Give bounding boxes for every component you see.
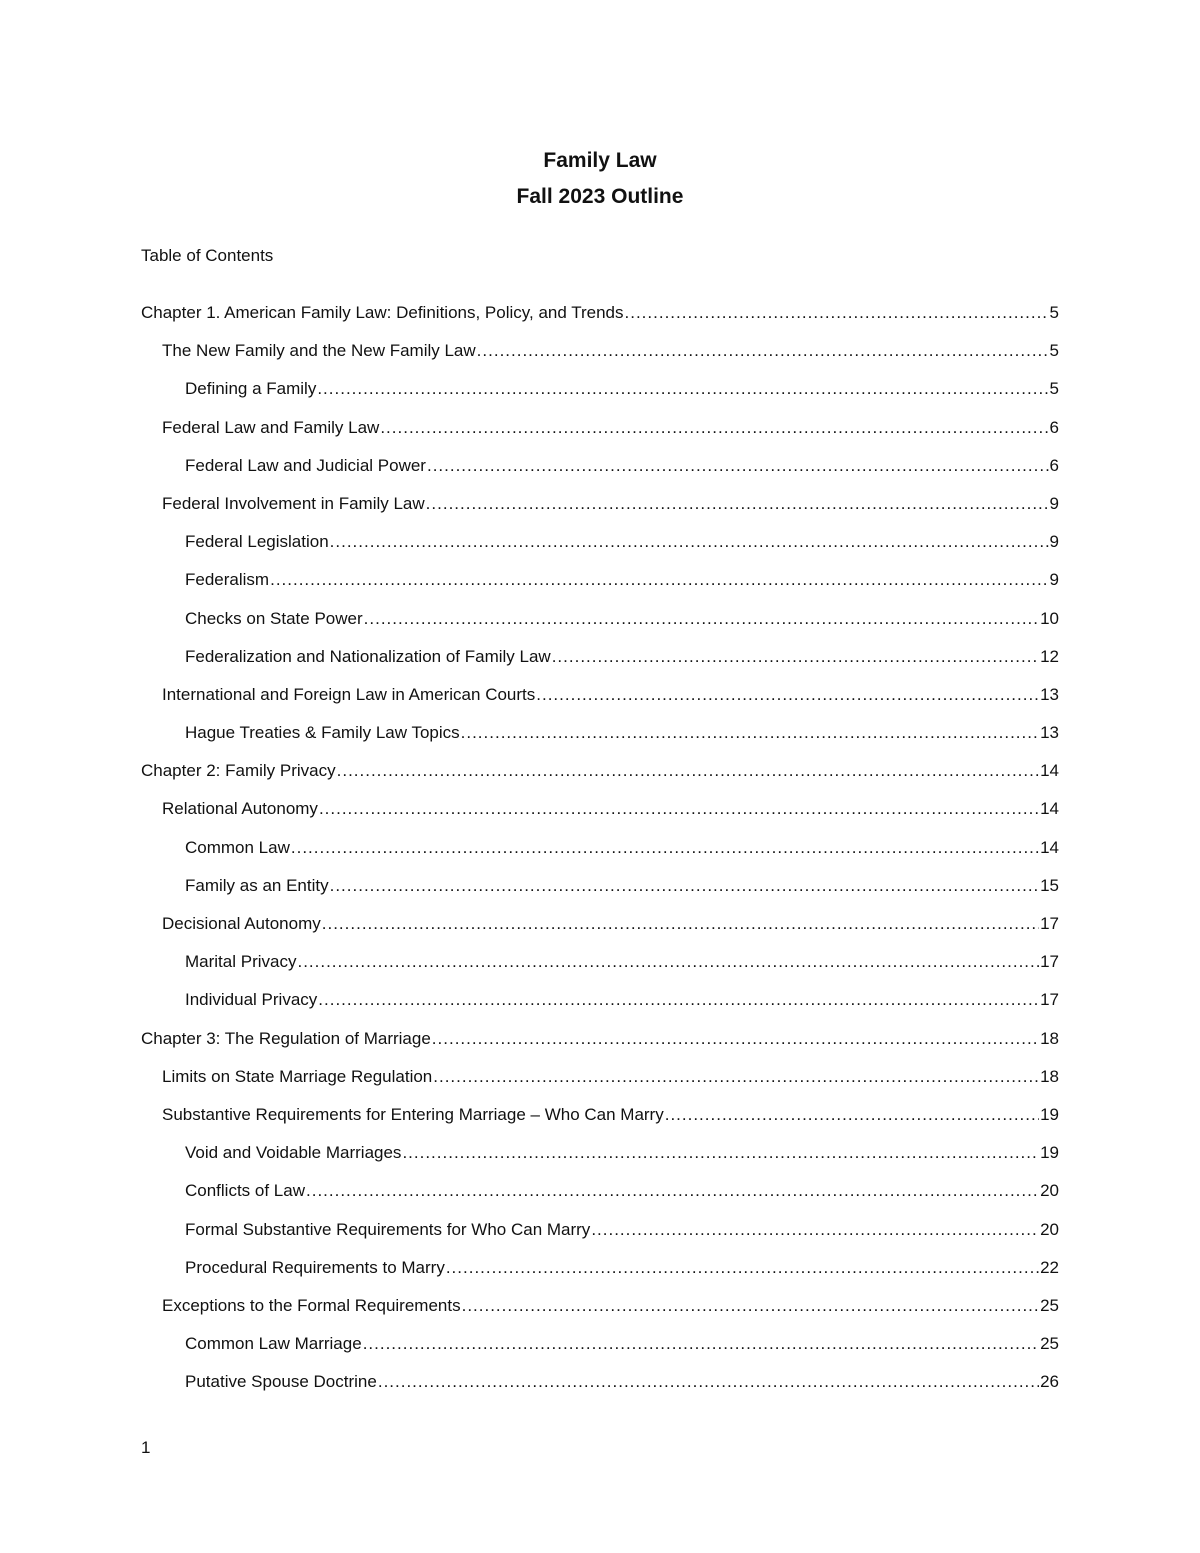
toc-entry-page[interactable]: 5 [1049,341,1059,361]
toc-entry-page[interactable]: 20 [1040,1181,1059,1201]
toc-entry[interactable] [141,301,1059,339]
toc-dot-leader [330,530,1049,554]
toc-entry-page[interactable]: 20 [1040,1219,1059,1239]
toc-entry[interactable] [141,721,1059,759]
toc-entry[interactable] [141,912,1059,950]
toc-entry-page[interactable]: 10 [1040,608,1059,628]
toc-entry-title[interactable]: Common Law Marriage [185,1334,362,1354]
toc-entry-title[interactable]: Common Law [185,837,290,857]
toc-entry[interactable] [141,1332,1059,1370]
toc-entry-page[interactable]: 17 [1040,990,1059,1010]
toc-entry-title[interactable]: Exceptions to the Formal Requirements [162,1295,461,1315]
toc-dot-leader [433,1065,1039,1089]
toc-entry[interactable] [141,492,1059,530]
toc-entry-page[interactable]: 18 [1040,1028,1059,1048]
toc-entry-title[interactable]: Marital Privacy [185,952,297,972]
toc-entry-page[interactable]: 5 [1049,303,1059,322]
toc-entry-title[interactable]: Procedural Requirements to Marry [185,1257,445,1277]
toc-dot-leader [426,492,1049,516]
toc-entry-page[interactable]: 25 [1040,1295,1059,1315]
toc-entry-page[interactable]: 6 [1049,455,1059,475]
toc-dot-leader [432,1027,1039,1051]
toc-entry[interactable] [141,988,1059,1026]
toc-dot-leader [297,950,1039,974]
toc-entry[interactable] [141,1256,1059,1294]
toc-entry[interactable] [141,836,1059,874]
toc-dot-leader [319,797,1039,821]
toc-dot-leader [477,339,1049,363]
toc-dot-leader [318,988,1039,1012]
toc-entry-page[interactable]: 17 [1040,914,1059,933]
toc-entry[interactable] [141,1065,1059,1103]
toc-entry[interactable] [141,339,1059,377]
toc-entry-page[interactable]: 26 [1040,1372,1059,1392]
toc-entry-page[interactable]: 9 [1049,493,1059,513]
toc-entry[interactable] [141,377,1059,415]
toc-dot-leader [591,1218,1039,1242]
toc-entry-title[interactable]: Federal Involvement in Family Law [162,493,425,513]
toc-entry-title[interactable]: Putative Spouse Doctrine [185,1372,377,1392]
toc-entry-title[interactable]: Formal Substantive Requirements for Who Can Marry [185,1219,591,1239]
toc-entry-title[interactable]: Limits on State Marriage Regulation [162,1066,433,1086]
toc-entry-page[interactable]: 25 [1040,1334,1059,1354]
toc-entry[interactable] [141,1370,1059,1408]
toc-entry[interactable] [141,530,1059,568]
toc-entry[interactable] [141,759,1059,797]
toc-entry-title[interactable]: Relational Autonomy [162,799,318,819]
toc-entry-title[interactable]: Federal Legislation [185,532,329,552]
toc-dot-leader [322,912,1039,936]
toc-entry-page[interactable]: 14 [1040,761,1059,781]
toc-entry-page[interactable]: 5 [1049,379,1059,399]
toc-entry-title[interactable]: Substantive Requirements for Entering Marriage – Who Can Marry [162,1104,664,1124]
toc-dot-leader [536,683,1039,707]
toc-dot-leader [364,607,1039,631]
toc-entry[interactable] [141,874,1059,912]
toc-entry[interactable] [141,645,1059,683]
toc-entry[interactable] [141,1103,1059,1141]
toc-dot-leader [317,377,1048,401]
page-number: 1 [141,1438,151,1457]
toc-entry-page[interactable]: 22 [1040,1257,1059,1277]
toc-entry-page[interactable]: 9 [1049,570,1059,590]
toc-entry[interactable] [141,568,1059,606]
toc-entry[interactable] [141,1027,1059,1065]
toc-entry-title[interactable]: Federal Law and Family Law [162,417,380,437]
toc-entry-page[interactable]: 18 [1040,1066,1059,1086]
toc-dot-leader [291,836,1039,860]
toc-entry[interactable] [141,607,1059,645]
toc-dot-leader [665,1103,1039,1127]
toc-entry[interactable] [141,1294,1059,1332]
toc-dot-leader [270,568,1048,592]
toc-entry-title[interactable]: Chapter 2: Family Privacy [141,761,336,781]
toc-dot-leader [402,1141,1039,1165]
toc-entry-title[interactable]: Hague Treaties & Family Law Topics [185,723,460,743]
toc-entry-title[interactable]: Individual Privacy [185,990,318,1010]
toc-entry-page[interactable]: 9 [1049,532,1059,552]
toc-entry-page[interactable]: 15 [1040,875,1059,895]
toc-dot-leader [378,1370,1039,1394]
toc-dot-leader [363,1332,1039,1356]
toc-entry-page[interactable]: 19 [1040,1143,1059,1163]
toc-entry-page[interactable]: 17 [1040,952,1059,972]
toc-entry-title[interactable]: The New Family and the New Family Law [162,341,476,361]
toc-dot-leader [380,416,1048,440]
title-block [0,143,1200,215]
toc-entry-title[interactable]: Defining a Family [185,379,317,399]
toc-entry-title[interactable]: Decisional Autonomy [162,914,321,933]
toc-entry[interactable] [141,1218,1059,1256]
toc-entry-page[interactable]: 13 [1040,723,1059,743]
toc-entry[interactable] [141,1179,1059,1217]
toc-entry-title[interactable]: International and Foreign Law in American Courts [162,684,536,704]
toc-entry-page[interactable]: 13 [1040,684,1059,704]
toc-dot-leader [330,874,1039,898]
toc-entry-title[interactable]: Chapter 3: The Regulation of Marriage [141,1028,431,1048]
toc-entry-title[interactable]: Void and Voidable Marriages [185,1143,402,1163]
toc-entry[interactable] [141,1141,1059,1179]
toc-dot-leader [427,454,1049,478]
toc-heading: Table of Contents [141,246,274,265]
toc-entry-page[interactable]: 12 [1040,646,1059,666]
toc-dot-leader [446,1256,1039,1280]
toc-entry-page[interactable]: 14 [1040,837,1059,857]
toc-entry-title[interactable]: Checks on State Power [185,608,363,628]
document-subtitle: Fall 2023 Outline [516,185,684,208]
toc-entry-page[interactable]: 19 [1040,1104,1059,1124]
toc-entry-page[interactable]: 6 [1049,417,1059,437]
toc-entry-title[interactable]: Federalization and Nationalization of Family Law [185,646,551,666]
table-of-contents [141,301,1059,1408]
toc-entry[interactable] [141,950,1059,988]
document-title: Family Law [543,149,657,172]
toc-entry-title[interactable]: Federalism [185,570,270,590]
toc-entry[interactable] [141,416,1059,454]
toc-dot-leader [337,759,1039,783]
toc-entry[interactable] [141,683,1059,721]
toc-entry-title[interactable]: Family as an Entity [185,875,329,895]
toc-entry-title[interactable]: Federal Law and Judicial Power [185,455,426,475]
toc-entry-page[interactable]: 14 [1040,799,1059,819]
toc-dot-leader [462,1294,1039,1318]
toc-entry[interactable] [141,454,1059,492]
toc-entry-title[interactable]: Chapter 1. American Family Law: Definitions, Policy, and Trends [141,303,624,322]
toc-entry[interactable] [141,797,1059,835]
toc-dot-leader [552,645,1039,669]
toc-dot-leader [461,721,1039,745]
toc-dot-leader [625,301,1049,325]
toc-entry-title[interactable]: Conflicts of Law [185,1181,305,1201]
toc-dot-leader [306,1179,1039,1203]
